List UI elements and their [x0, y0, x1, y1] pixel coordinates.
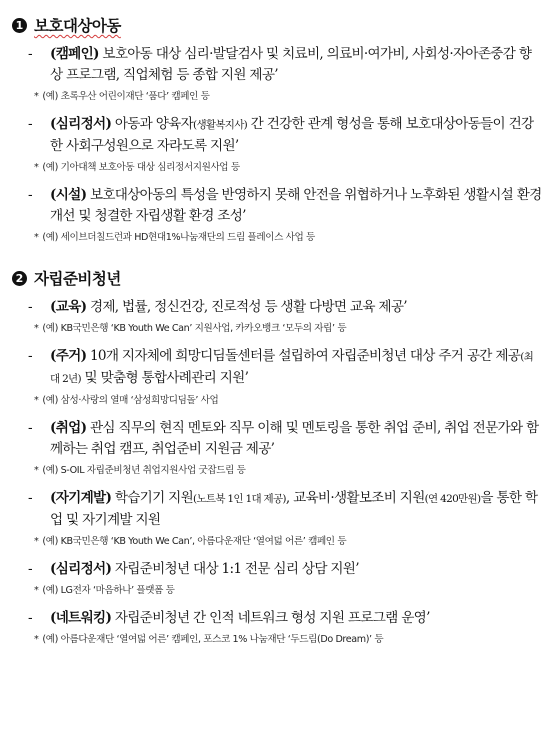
- section-title: 보호대상아동: [34, 17, 121, 35]
- item-text: 경제, 법률, 정신건강, 진로적성 등 생활 다방면 교육 제공’: [86, 299, 407, 315]
- list-item: [12, 114, 542, 157]
- example-note: * (예) 아름다운재단 ‘열여덟 어른’ 캠페인, 포스코 1% 나눔재단 ‘두드림(Do Dream)’ 등: [34, 634, 384, 645]
- item-text: 보호아동 대상 심리·발달검사 및 치료비, 의료비·여가비, 사회성·자아존중감 향상 프로그램, 직업체험 등 종합 지원 제공’: [50, 46, 532, 83]
- item-tag: (교육): [50, 299, 87, 315]
- list-item: [12, 44, 542, 86]
- dash-marker: -: [28, 420, 32, 436]
- dash-marker: -: [28, 187, 32, 203]
- item-text: , 교육비·생활보조비 지원: [285, 490, 425, 506]
- item-aside: (연 420만원): [424, 493, 481, 505]
- example-note: * (예) KB국민은행 ‘KB Youth We Can’, 아름다운재단 ‘열여덟 어른’ 캠페인 등: [34, 536, 347, 547]
- item-aside: (생활복지사): [193, 119, 248, 131]
- dash-marker: -: [28, 610, 32, 626]
- item-tag: (자기계발): [50, 490, 112, 506]
- list-item: [12, 559, 542, 580]
- example-note: * (예) 기아대책 보호아동 대상 심리정서지원사업 등: [34, 162, 240, 173]
- item-text: 간 건강한 관계 형성을 통해 보호대상아동들이 건강한 사회구성원으로 자라도록 지원’: [50, 116, 534, 154]
- item-text: 을 통한 학업 및 자기계발 지원: [50, 490, 538, 528]
- example-note: * (예) 초록우산 어린이재단 ‘품다’ 캠페인 등: [34, 91, 210, 102]
- section-number-badge: 2: [12, 271, 27, 286]
- list-item: [12, 608, 542, 629]
- dash-marker: -: [28, 348, 32, 364]
- list-item: [12, 346, 542, 390]
- example-note: * (예) LG전자 ‘마음하나’ 플랫폼 등: [34, 585, 175, 596]
- item-text: 10개 지자체에 희망디딤돌센터를 설립하여 자립준비청년 대상 주거 공간 제공: [86, 348, 521, 364]
- section-title: 자립준비청년: [34, 270, 121, 288]
- item-text: 자립준비청년 간 인적 네트워크 형성 지원 프로그램 운영’: [111, 610, 430, 626]
- item-tag: (네트워킹): [50, 610, 112, 626]
- dash-marker: -: [28, 490, 32, 506]
- item-text: 자립준비청년 대상 1:1 전문 심리 상담 지원’: [111, 561, 359, 577]
- item-tag: (주거): [50, 348, 87, 364]
- item-tag: (취업): [50, 420, 87, 436]
- item-text: 아동과 양육자: [111, 116, 194, 132]
- item-aside: (최대 2년): [50, 351, 534, 385]
- dash-marker: -: [28, 116, 32, 132]
- item-tag: (심리정서): [50, 561, 112, 577]
- item-text: 보호대상아동의 특성을 반영하지 못해 안전을 위협하거나 노후화된 생활시설 환경 개선 및 청결한 자립생활 환경 조성’: [50, 187, 542, 224]
- item-text: 및 맞춤형 통합사례관리 지원’: [80, 370, 249, 386]
- list-item: [12, 488, 542, 531]
- example-note: * (예) 삼성·사랑의 열매 ‘삼성희망디딤돌’ 사업: [34, 395, 219, 406]
- dash-marker: -: [28, 299, 32, 315]
- item-aside: (노트북 1인 1대 제공): [193, 493, 286, 505]
- section-number-badge: 1: [12, 18, 27, 33]
- item-tag: (캠페인): [50, 46, 99, 62]
- item-tag: (시설): [50, 187, 87, 203]
- example-note: * (예) KB국민은행 ‘KB Youth We Can’ 지원사업, 카카오뱅크 ‘모두의 자립’ 등: [34, 323, 347, 334]
- section-heading-1: [12, 14, 542, 36]
- item-text: 관심 직무의 현직 멘토와 직무 이해 및 멘토링을 통한 취업 준비, 취업 전문가와 함께하는 취업 캠프, 취업준비 지원금 제공’: [50, 420, 539, 457]
- section-heading-2: [12, 267, 542, 289]
- list-item: [12, 185, 542, 227]
- example-note: * (예) 세이브더칠드런과 HD현대1%나눔재단의 드림 플레이스 사업 등: [34, 232, 315, 243]
- list-item: [12, 297, 542, 318]
- item-text: 학습기기 지원: [111, 490, 194, 506]
- example-note: * (예) S-OIL 자립준비청년 취업지원사업 굿잡드림 등: [34, 465, 246, 476]
- list-item: [12, 418, 542, 460]
- item-tag: (심리정서): [50, 116, 112, 132]
- dash-marker: -: [28, 46, 32, 62]
- dash-marker: -: [28, 561, 32, 577]
